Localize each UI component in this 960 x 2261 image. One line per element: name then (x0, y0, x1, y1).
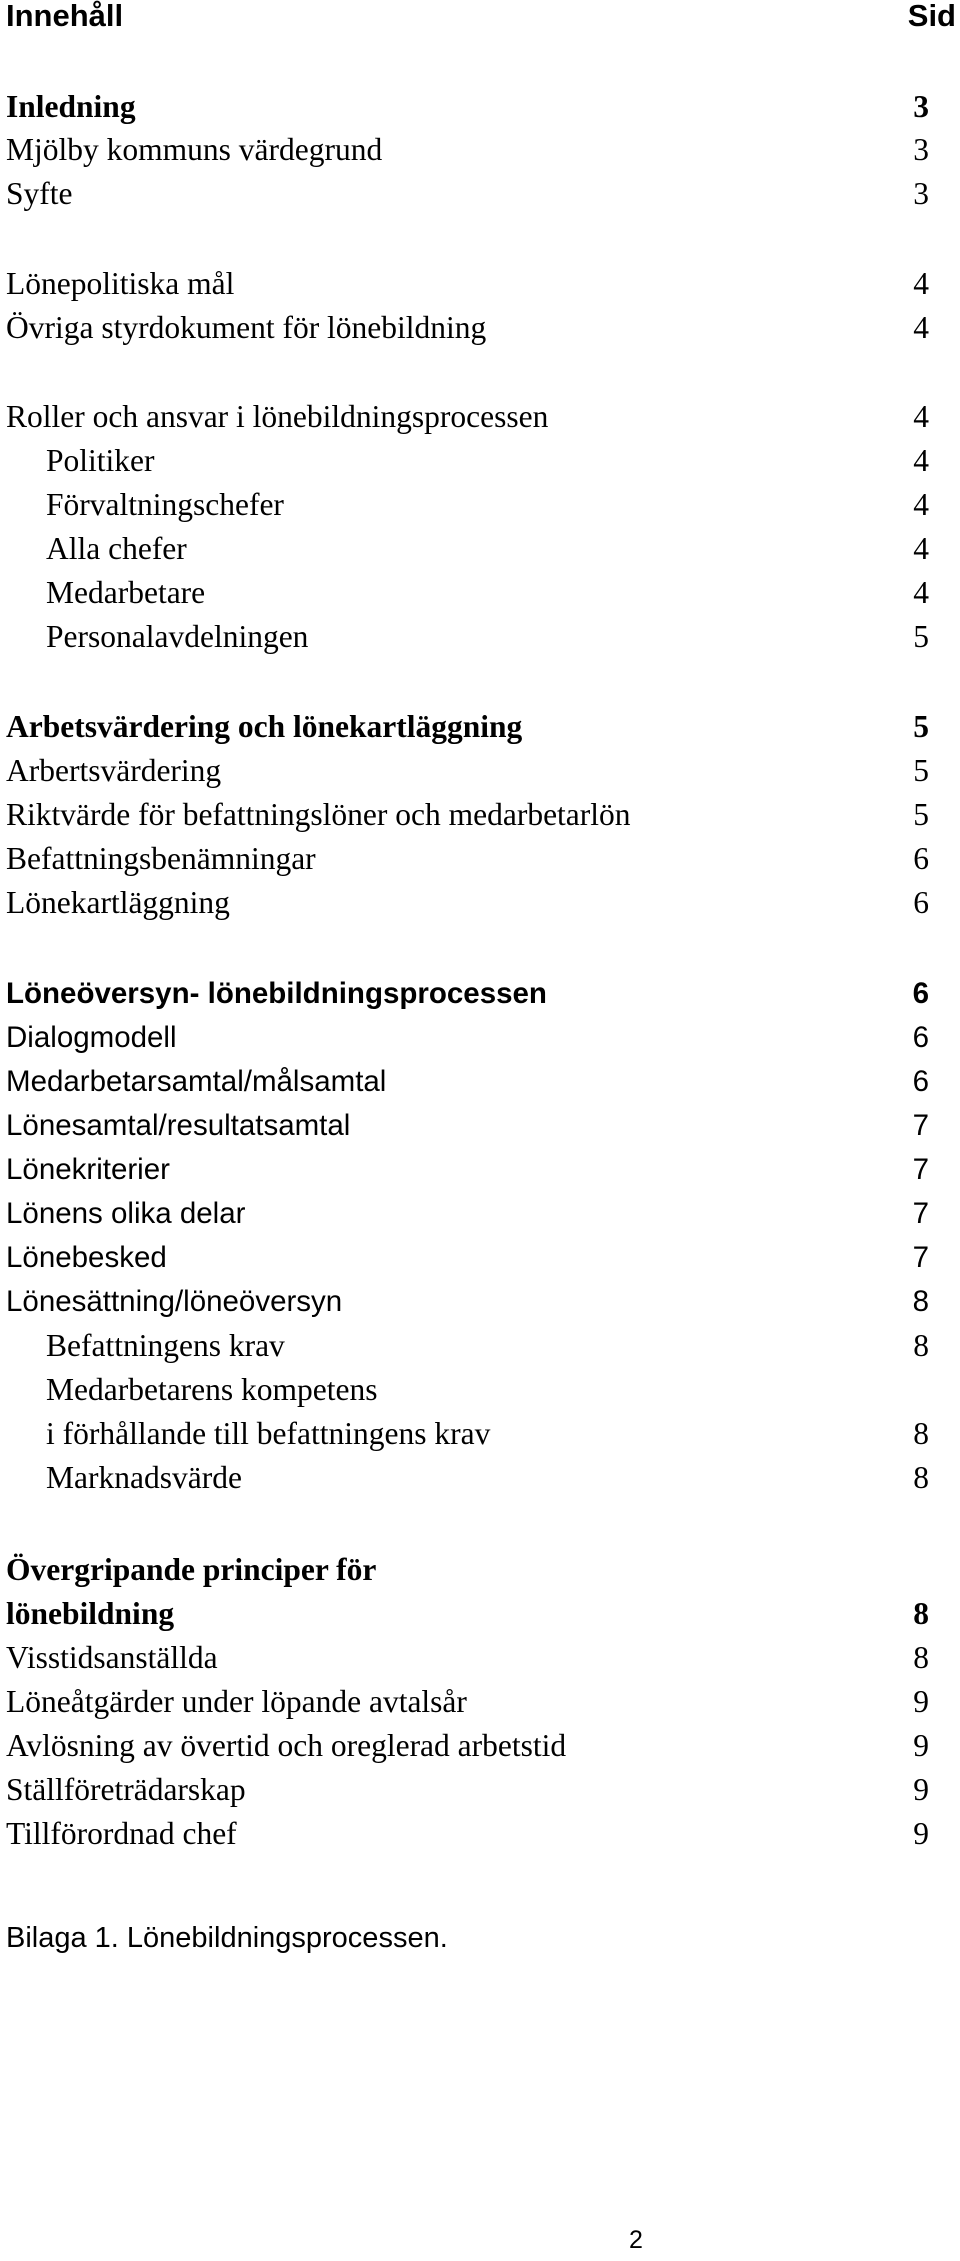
toc-entry (6, 1280, 929, 1324)
toc-entry-title: Riktvärde för befattningslöner och medarbetarlön (6, 797, 631, 832)
toc-entry-title: Syfte (6, 176, 73, 211)
toc-entry-title: lönebildning (6, 1596, 175, 1631)
toc-entry (6, 527, 929, 571)
toc-entry (6, 749, 929, 793)
toc-entry-title: Alla chefer (46, 531, 187, 566)
toc-entry-page: 4 (913, 399, 929, 434)
toc-entry-title: Förvaltningschefer (46, 487, 284, 522)
toc-entry (6, 172, 929, 216)
toc-entry-title: Mjölby kommuns värdegrund (6, 132, 383, 167)
toc-entry-page: 7 (912, 1153, 929, 1186)
toc-entry (6, 1768, 929, 1812)
toc-entry-page: 4 (913, 443, 929, 478)
toc-entry-page: 7 (912, 1241, 929, 1274)
toc-entry-title: Lönesamtal/resultatsamtal (6, 1109, 351, 1142)
toc-entry-title: Medarbetarsamtal/målsamtal (6, 1065, 387, 1098)
toc-entry-title: Löneåtgärder under löpande avtalsår (6, 1684, 467, 1719)
page-number: 2 (629, 2226, 643, 2254)
toc-entry (6, 1148, 929, 1192)
toc-entry-title: Visstidsanställda (6, 1640, 218, 1675)
toc-entry-page: 6 (912, 1065, 929, 1098)
toc-entry-title: Arbetsvärdering och lönekartläggning (6, 709, 523, 744)
toc-entry-page: 8 (913, 1328, 929, 1363)
toc-entry (6, 1368, 929, 1412)
toc-entry-page: 4 (913, 575, 929, 610)
toc-entry-title: Medarbetarens kompetens (46, 1372, 378, 1407)
toc-entry-title: Befattningens krav (46, 1328, 285, 1363)
toc-entry-title: i förhållande till befattningens krav (46, 1416, 491, 1451)
toc-entry-page: 4 (913, 487, 929, 522)
toc-entry (6, 1680, 929, 1724)
toc-entry-title: Inledning (6, 89, 136, 124)
toc-entry-page: 9 (913, 1772, 929, 1807)
toc-entry (6, 483, 929, 527)
toc-entry (6, 837, 929, 881)
toc-entry-page: 4 (913, 266, 929, 301)
toc-entry-page: 7 (912, 1197, 929, 1230)
toc-entry-page: 4 (913, 531, 929, 566)
toc-entry-page: 5 (913, 797, 929, 832)
toc-entry-title: Lönesättning/löneöversyn (6, 1285, 343, 1318)
toc-entry-page: 9 (913, 1816, 929, 1851)
toc-entry-page: 6 (913, 885, 929, 920)
toc-entry-title: Övriga styrdokument för lönebildning (6, 310, 487, 345)
toc-entry (6, 1236, 929, 1280)
toc-entry-title: Övergripande principer för (6, 1552, 377, 1587)
toc-entry-page: 3 (913, 176, 929, 211)
toc-entry-page: 4 (913, 310, 929, 345)
toc-entry (6, 1636, 929, 1680)
toc-entry (6, 1016, 929, 1060)
toc-entry-page: 5 (913, 619, 929, 654)
toc-entry-page: 5 (913, 709, 929, 744)
toc-entry-page: 8 (912, 1285, 929, 1318)
toc-entry (6, 128, 929, 172)
toc-entry (6, 395, 929, 439)
toc-entry (6, 571, 929, 615)
toc-entry (6, 1104, 929, 1148)
toc-entry-page: 3 (913, 89, 929, 124)
toc-entry-page: 9 (913, 1684, 929, 1719)
toc-entry-title: Lönepolitiska mål (6, 266, 235, 301)
appendix-line: Bilaga 1. Lönebildningsprocessen. (6, 1922, 448, 1954)
toc-entry-title: Marknadsvärde (46, 1460, 242, 1495)
toc-entry (6, 439, 929, 483)
toc-entry-title: Lönens olika delar (6, 1197, 246, 1230)
toc-entry-title: Lönebesked (6, 1241, 167, 1274)
toc-entry-page: 6 (912, 1021, 929, 1054)
toc-entry-page: 3 (913, 132, 929, 167)
toc-entry-page: 8 (913, 1596, 929, 1631)
toc-entry-page: 7 (912, 1109, 929, 1142)
toc-entry (6, 1724, 929, 1768)
toc-entry-title: Personalavdelningen (46, 619, 309, 654)
toc-entry (6, 1812, 929, 1856)
toc-title: Innehåll (6, 0, 124, 33)
toc-entry-title: Lönekriterier (6, 1153, 170, 1186)
toc-entry (6, 1592, 929, 1636)
toc-entry-title: Tillförordnad chef (6, 1816, 237, 1851)
toc-entry (6, 1324, 929, 1368)
toc-entry (6, 1412, 929, 1456)
toc-entry-page: 9 (913, 1728, 929, 1763)
toc-entry (6, 85, 929, 129)
toc-entry-title: Ställföreträdarskap (6, 1772, 246, 1807)
toc-entry-title: Politiker (46, 443, 155, 478)
toc-entry-title: Avlösning av övertid och oreglerad arbetstid (6, 1728, 567, 1763)
toc-entry-page: 6 (913, 841, 929, 876)
toc-entry (6, 881, 929, 925)
toc-entry-page: 8 (913, 1460, 929, 1495)
toc-entry-page: 8 (913, 1416, 929, 1451)
toc-entry (6, 306, 929, 350)
toc-entry-title: Arbertsvärdering (6, 753, 222, 788)
toc-entry (6, 705, 929, 749)
toc-entry (6, 615, 929, 659)
toc-entry (6, 1060, 929, 1104)
toc-entry-page: 6 (912, 977, 929, 1010)
toc-entry-title: Lönekartläggning (6, 885, 230, 920)
toc-entry (6, 793, 929, 837)
toc-entry-title: Löneöversyn- lönebildningsprocessen (6, 977, 547, 1010)
toc-entry (6, 1456, 929, 1500)
page-column-label: Sid (907, 0, 956, 33)
toc-entry (6, 1192, 929, 1236)
toc-entry-title: Roller och ansvar i lönebildningsprocessen (6, 399, 549, 434)
toc-entry (6, 972, 929, 1016)
toc-entry-title: Medarbetare (46, 575, 206, 610)
toc-entry (6, 1548, 929, 1592)
toc-entry-page: 8 (913, 1640, 929, 1675)
toc-entry-title: Befattningsbenämningar (6, 841, 316, 876)
toc-entry-title: Dialogmodell (6, 1021, 177, 1054)
toc-entry-page: 5 (913, 753, 929, 788)
toc-entry (6, 262, 929, 306)
